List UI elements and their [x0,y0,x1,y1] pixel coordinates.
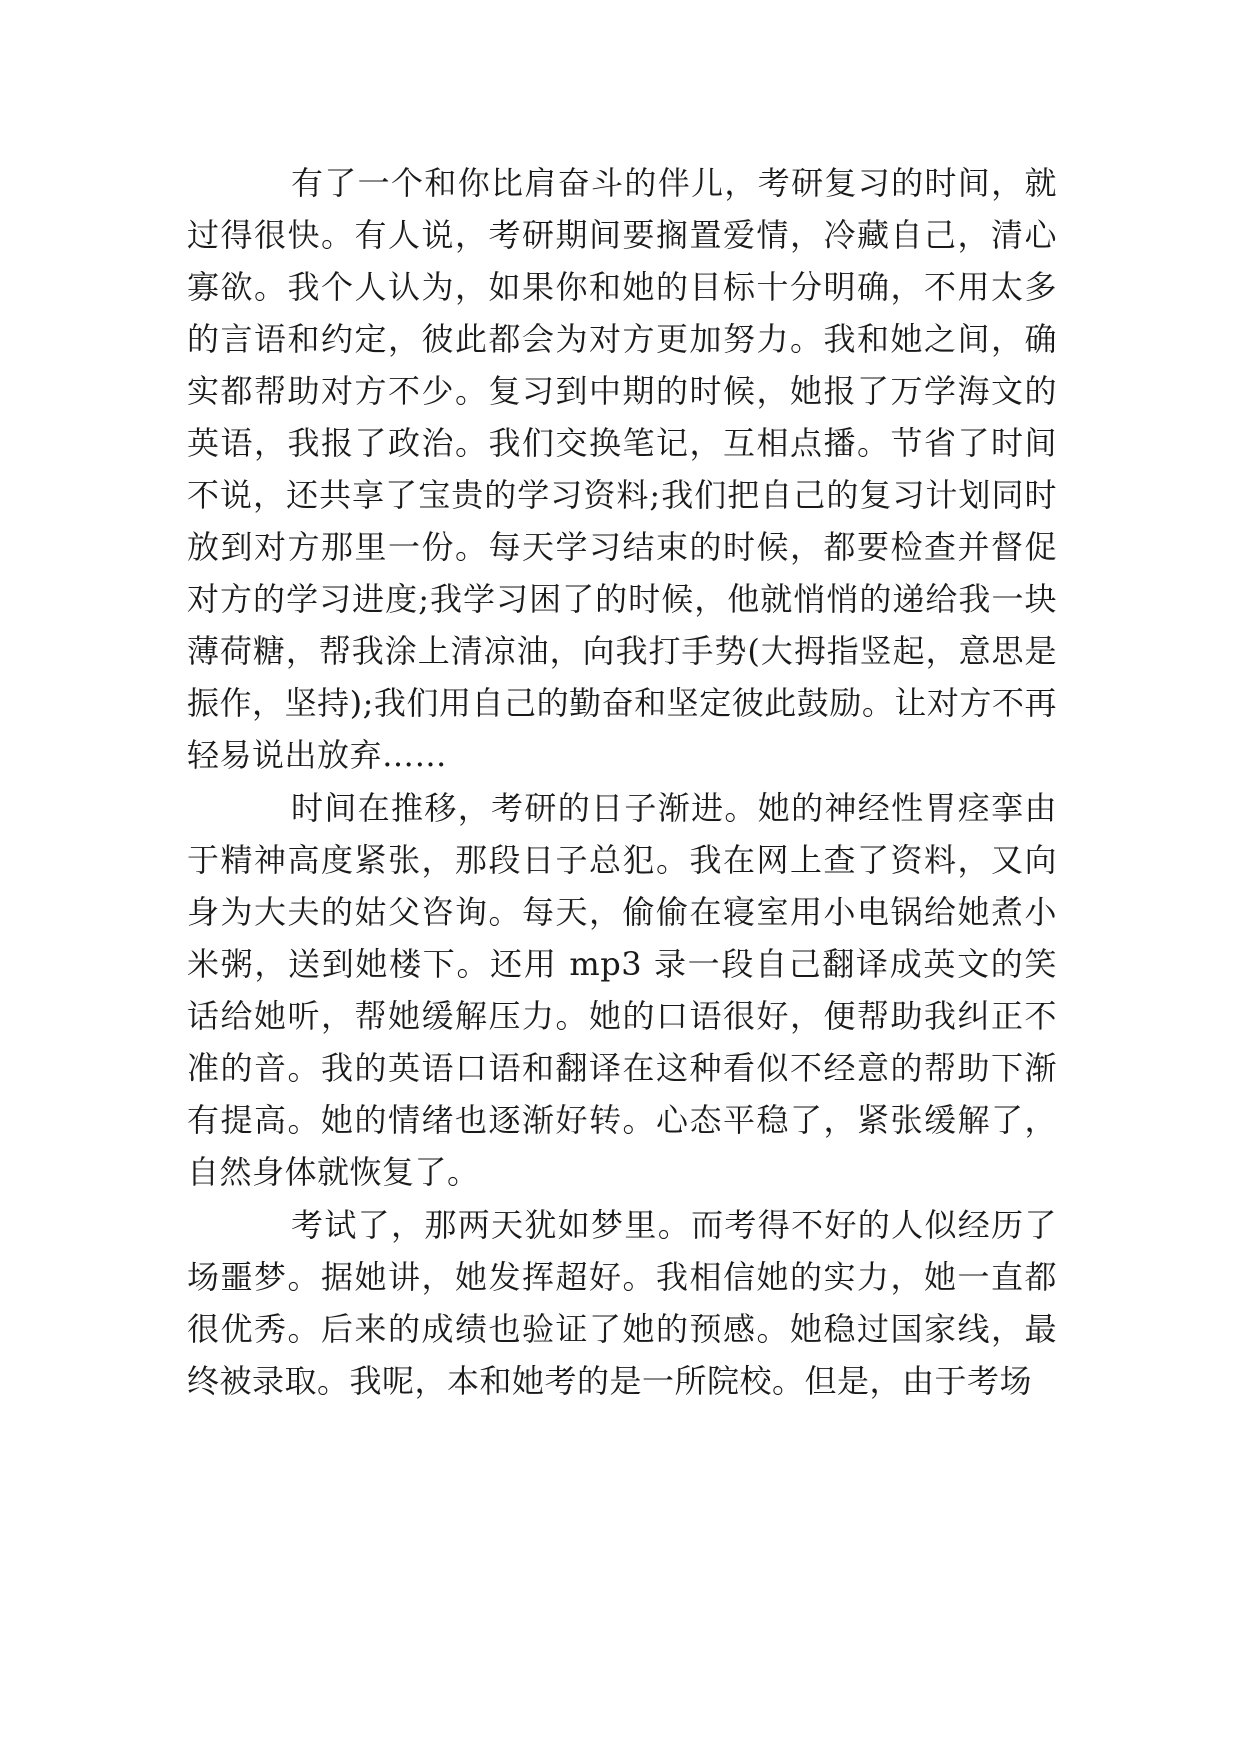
paragraph-3: 考试了，那两天犹如梦里。而考得不好的人似经历了场噩梦。据她讲，她发挥超好。我相信她的实力，她一直都很优秀。后来的成绩也验证了她的预感。她稳过国家线，最终被录取。我呢，本和她考的是一所院校。但是，由于考场 [187,1206,1057,1400]
paragraph-1: 有了一个和你比肩奋斗的伴儿，考研复习的时间，就过得很快。有人说，考研期间要搁置爱情，冷藏自己，清心寡欲。我个人认为，如果你和她的目标十分明确，不用太多的言语和约定，彼此都会为对方更加努力。我和她之间，确实都帮助对方不少。复习到中期的时候，她报了万学海文的英语，我报了政治。我们交换笔记，互相点播。节省了时间不说，还共享了宝贵的学习资料;我们把自己的复习计划同时放到对方那里一份。每天学习结束的时候，都要检查并督促对方的学习进度;我学习困了的时候，他就悄悄的递给我一块薄荷糖，帮我涂上清凉油，向我打手势(大拇指竖起，意思是振作，坚持);我们用自己的勤奋和坚定彼此鼓励。让对方不再轻易说出放弃…… [187,164,1057,774]
document-body [187,157,1057,1407]
paragraph-2: 时间在推移，考研的日子渐进。她的神经性胃痉挛由于精神高度紧张，那段日子总犯。我在网上查了资料，又向身为大夫的姑父咨询。每天，偷偷在寝室用小电锅给她煮小米粥，送到她楼下。还用 mp3 录一段自己翻译成英文的笑话给她听，帮她缓解压力。她的口语很好，便帮助我纠正不准的音。我的英语口语和翻译在这种看似不经意的帮助下渐有提高。她的情绪也逐渐好转。心态平稳了，紧张缓解了，自然身体就恢复了。 [187,789,1057,1191]
